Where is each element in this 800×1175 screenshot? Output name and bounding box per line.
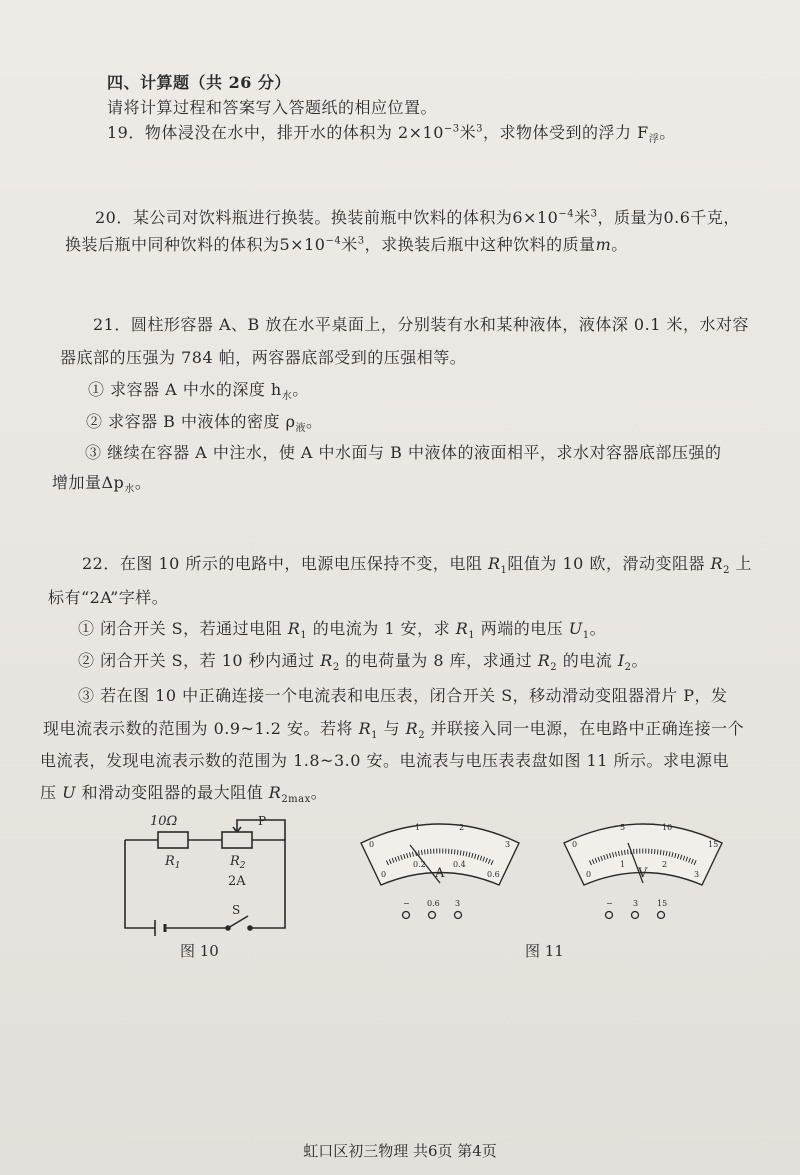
ammeter-terminal-label: 0.6 — [427, 899, 440, 908]
ammeter-terminal — [403, 912, 410, 919]
voltmeter-outer-tick: 5 — [620, 823, 626, 832]
ammeter-terminal — [455, 912, 462, 919]
ammeter-outer-tick: 0 — [369, 840, 375, 849]
ammeter-outer-tick: 3 — [505, 840, 511, 849]
ammeter-outer-tick: 1 — [415, 823, 421, 832]
question-21-line-1: 21．圆柱形容器 A、B 放在水平桌面上，分别装有水和某种液体，液体深 0.1 米，水对容 — [93, 315, 749, 334]
r2-label: $R_2$ — [230, 854, 246, 871]
question-21-line-2: 器底部的压强为 784 帕，两容器底部受到的压强相等。 — [60, 348, 467, 367]
voltmeter-outer-tick: 10 — [662, 823, 673, 832]
ammeter-terminal-label: 3 — [455, 899, 461, 908]
voltmeter-symbol: V — [638, 866, 648, 881]
ammeter-outer-tick: 2 — [459, 823, 465, 832]
voltmeter-inner-tick: 2 — [662, 860, 668, 869]
voltmeter-inner-tick: 0 — [586, 870, 592, 879]
question-22-part-3-line-3: 电流表，发现电流表示数的范围为 1.8~3.0 安。电流表与电压表表盘如图 11 所示。求电源电 — [40, 751, 730, 770]
switch-blade — [228, 916, 248, 928]
voltmeter-terminal-label: − — [606, 899, 613, 908]
slider-p-label: P — [258, 814, 267, 828]
ammeter-inner-tick: 0.4 — [453, 860, 466, 869]
ammeter-terminal — [429, 912, 436, 919]
voltmeter-terminal-label: 3 — [633, 899, 639, 908]
ammeter-inner-tick: 0.2 — [413, 860, 426, 869]
section-title: 四、计算题（共 26 分） — [107, 73, 291, 92]
question-22-part-1: ① 闭合开关 S，若通过电阻 $R_1$ 的电流为 1 安，求 $R_1$ 两端的电压 $U_1$。 — [78, 619, 607, 642]
voltmeter-outer-tick: 0 — [572, 840, 578, 849]
circuit-wires — [125, 840, 285, 928]
switch-s-label: S — [232, 903, 241, 917]
r1-label: $R_1$ — [165, 854, 181, 871]
ammeter-inner-tick: 0 — [381, 870, 387, 879]
r2-handwritten-note: 2A — [228, 874, 246, 889]
voltmeter-terminal-label: 15 — [657, 899, 668, 908]
ammeter-terminal-label: − — [403, 899, 410, 908]
voltmeter-inner-tick: 1 — [620, 860, 626, 869]
question-22-line-1: 22．在图 10 所示的电路中，电源电压保持不变，电阻 $R_1$阻值为 10 欧，滑动变阻器 $R_2$ 上 — [82, 554, 753, 577]
question-21-part-3-line-2: 增加量$\Delta p_水$。 — [52, 473, 152, 496]
figure-11-ammeter — [355, 815, 525, 920]
voltmeter-inner-tick: 3 — [694, 870, 700, 879]
voltmeter-outer-tick: 15 — [708, 840, 719, 849]
question-22-part-3-line-4: 压 U 和滑动变阻器的最大阻值 $R_{2max}$。 — [40, 783, 328, 806]
voltmeter-terminal — [658, 912, 665, 919]
question-22-line-2: 标有“2A”字样。 — [48, 588, 169, 607]
figure-10-caption: 图 10 — [180, 942, 219, 960]
figure-11-voltmeter — [558, 815, 728, 920]
voltmeter-terminal — [606, 912, 613, 919]
question-22-part-3-line-2: 现电流表示数的范围为 0.9~1.2 安。若将 $R_1$ 与 $R_2$ 并联接入同一电源，在电路中正确连接一个 — [43, 719, 745, 742]
question-22-part-2: ② 闭合开关 S，若 10 秒内通过 $R_2$ 的电荷量为 8 库，求通过 $R_2$ 的电流 $I_2$。 — [78, 651, 649, 674]
ammeter-inner-tick: 0.6 — [487, 870, 500, 879]
question-22-part-3-line-1: ③ 若在图 10 中正确连接一个电流表和电压表，闭合开关 S，移动滑动变阻器滑片 P，发 — [78, 686, 728, 705]
figure-11-caption: 图 11 — [525, 942, 564, 960]
question-21-part-1: ① 求容器 A 中水的深度 $h_水$。 — [88, 380, 309, 403]
voltmeter-terminal — [632, 912, 639, 919]
ammeter-symbol: A — [435, 866, 445, 881]
rheostat-r2 — [222, 832, 252, 848]
resistor-r1 — [158, 832, 188, 848]
question-21-part-2: ② 求容器 B 中液体的密度 $\rho_液$。 — [86, 412, 323, 435]
switch-contact — [248, 926, 252, 930]
page-footer: 虹口区初三物理 共6页 第4页 — [303, 1142, 497, 1160]
question-20-line-2: 换装后瓶中同种饮料的体积为$5\times 10^{-4}$米$^3$，求换装后瓶中这种饮料的质量m。 — [65, 235, 628, 254]
section-instruction: 请将计算过程和答案写入答题纸的相应位置。 — [107, 98, 438, 117]
question-19: 19．物体浸没在水中，排开水的体积为 $2\times 10^{-3}$米$^3$，求物体受到的浮力 $F_浮$。 — [107, 123, 676, 146]
question-21-part-3-line-1: ③ 继续在容器 A 中注水，使 A 中水面与 B 中液体的液面相平，求水对容器底部压强的 — [85, 443, 722, 462]
figure-10-circuit — [110, 810, 300, 940]
r1-handwritten-note: 10Ω — [150, 814, 178, 829]
question-20-line-1: 20．某公司对饮料瓶进行换装。换装前瓶中饮料的体积为$6\times 10^{-4}$米$^3$，质量为0.6千克， — [95, 208, 740, 227]
